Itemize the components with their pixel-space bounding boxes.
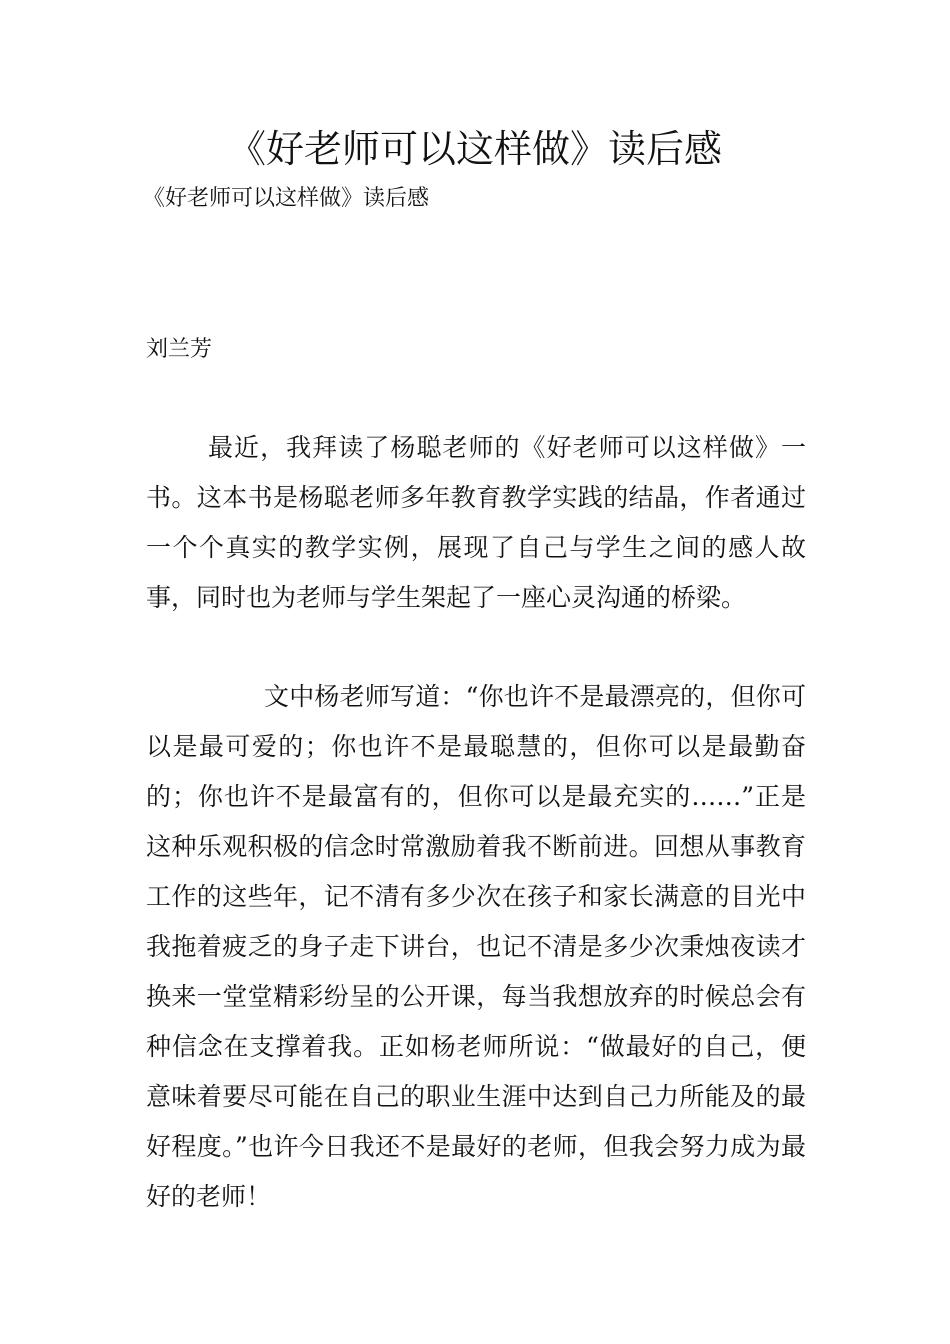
- document-subtitle: 《好老师可以这样做》读后感: [143, 186, 430, 211]
- body-paragraph-1: 最近，我拜读了杨聪老师的《好老师可以这样做》一书。这本书是杨聪老师多年教育教学实践的结晶，作者通过一个个真实的教学实例，展现了自己与学生之间的感人故事，同时也为老师与学生架起了一座心灵沟通的桥梁。: [146, 433, 806, 612]
- author-name: 刘兰芳: [146, 337, 213, 362]
- body-paragraph-2: 文中杨老师写道：“你也许不是最漂亮的，但你可以是最可爱的；你也许不是最聪慧的，但你可以是最勤奋的；你也许不是最富有的，但你可以是最充实的……”正是这种乐观积极的信念时常激励着我不断前进。回想从事教育工作的这些年，记不清有多少次在孩子和家长满意的目光中我拖着疲乏的身子走下讲台，也记不清是多少次秉烛夜读才换来一堂堂精彩纷呈的公开课，每当我想放弃的时候总会有种信念在支撑着我。正如杨老师所说：“做最好的自己，便意味着要尽可能在自己的职业生涯中达到自己力所能及的最好程度。”也许今日我还不是最好的老师，但我会努力成为最好的老师！: [146, 682, 806, 1211]
- document-title: 《好老师可以这样做》读后感: [227, 127, 722, 171]
